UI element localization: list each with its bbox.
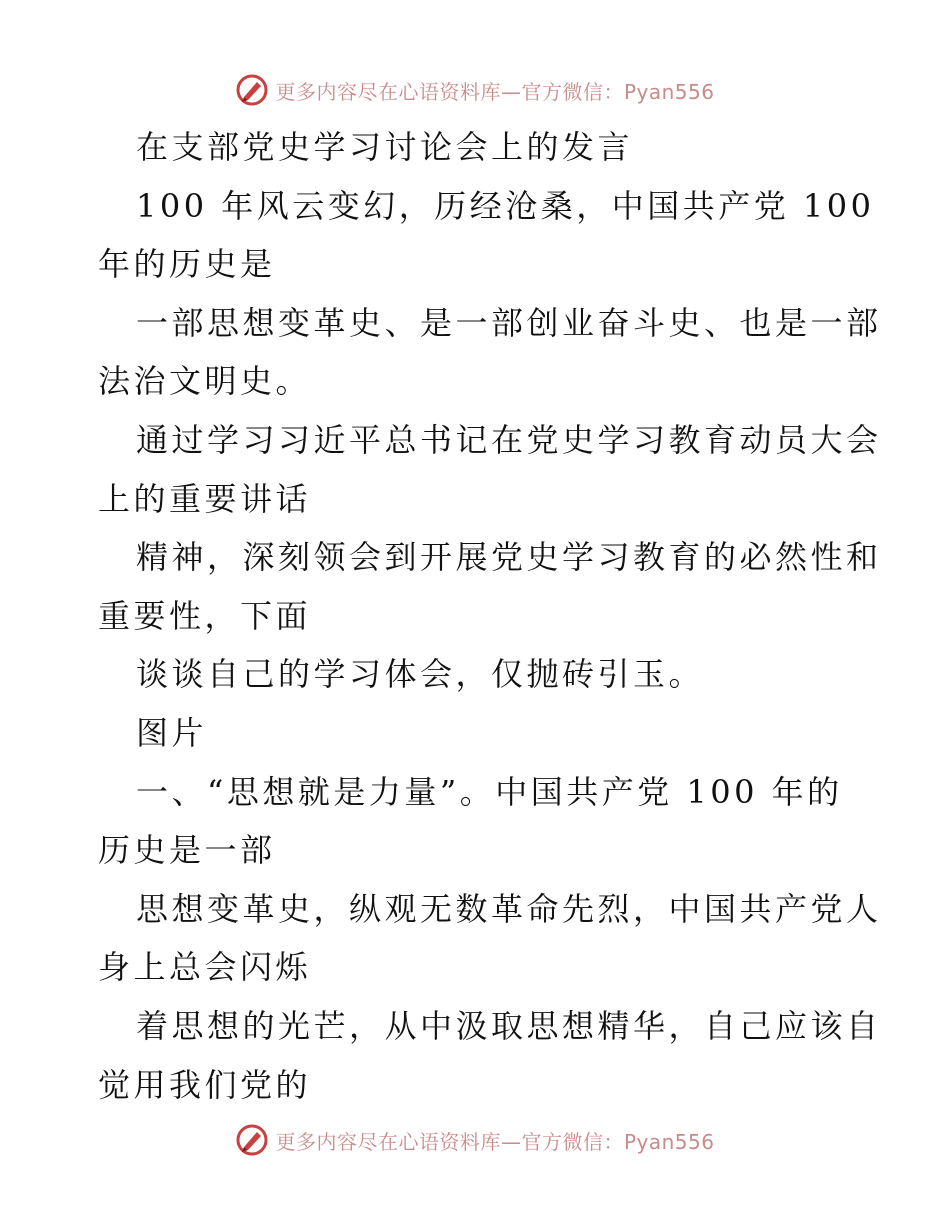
header-watermark-text: 更多内容尽在心语资料库—官方微信：Pyan556 bbox=[275, 79, 715, 104]
document-line: 法治文明史。 bbox=[98, 362, 312, 401]
document-line: 着思想的光芒，从中汲取思想精华，自己应该自 bbox=[136, 1006, 882, 1045]
document-line: 历史是一部 bbox=[98, 831, 276, 870]
footer-watermark-text: 更多内容尽在心语资料库—官方微信：Pyan556 bbox=[275, 1129, 715, 1154]
document-line: 一部思想变革史、是一部创业奋斗史、也是一部 bbox=[136, 303, 882, 342]
document-line: 身上总会闪烁 bbox=[98, 948, 312, 987]
document-line: 上的重要讲话 bbox=[98, 479, 312, 518]
document-body bbox=[98, 118, 882, 1114]
document-line: 100 年风云变幻，历经沧桑，中国共产党 100 bbox=[136, 186, 875, 225]
document-line: 觉用我们党的 bbox=[98, 1065, 312, 1104]
footer-watermark-banner bbox=[0, 1120, 950, 1160]
document-line: 在支部党史学习讨论会上的发言 bbox=[136, 128, 634, 166]
document-line: 年的历史是 bbox=[98, 245, 276, 284]
document-line: 重要性，下面 bbox=[98, 596, 312, 635]
pen-nib-icon bbox=[235, 1123, 269, 1157]
document-line: 通过学习习近平总书记在党史学习教育动员大会 bbox=[136, 420, 882, 459]
header-watermark-banner bbox=[0, 70, 950, 110]
document-line: 精神，深刻领会到开展党史学习教育的必然性和 bbox=[136, 538, 882, 577]
document-line: 一、“思想就是力量”。中国共产党 100 年的 bbox=[136, 772, 843, 811]
document-line: 图片 bbox=[136, 713, 208, 752]
document-line: 谈谈自己的学习体会，仅抛砖引玉。 bbox=[136, 655, 705, 694]
document-line: 思想变革史，纵观无数革命先烈，中国共产党人 bbox=[136, 889, 882, 928]
pen-nib-icon bbox=[235, 73, 269, 107]
